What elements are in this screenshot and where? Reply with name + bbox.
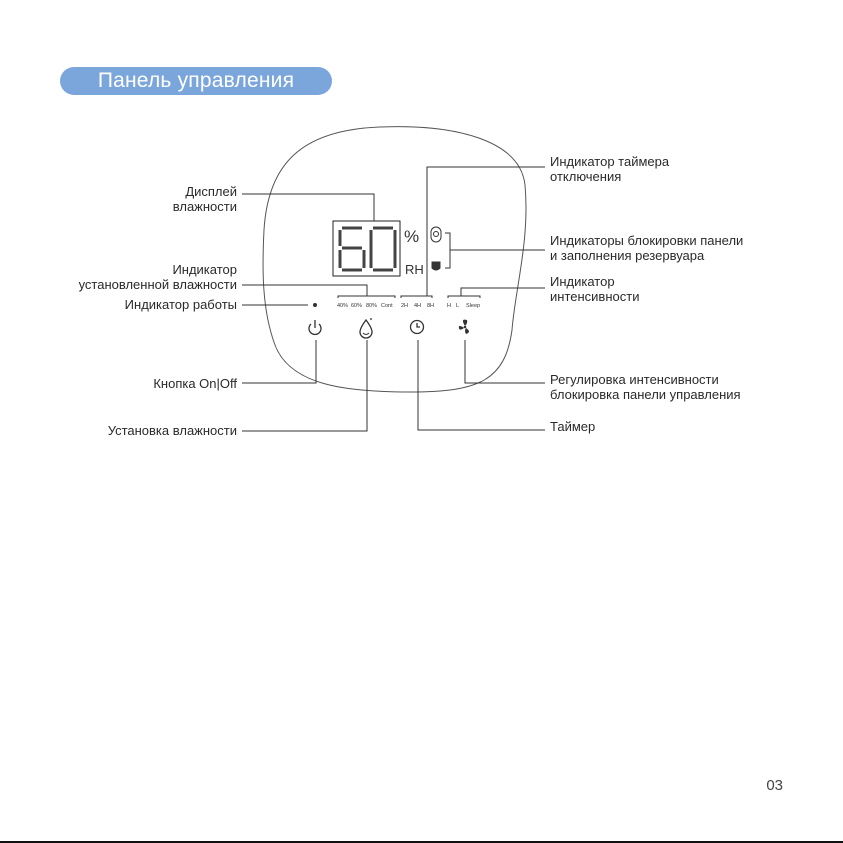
work-indicator-label: Индикатор работы [124, 297, 237, 312]
work-indicator-dot [313, 303, 317, 307]
timer-level: 2H [401, 303, 409, 309]
intensity-indicator-label: Индикатор интенсивности [550, 274, 640, 304]
clock-icon [411, 321, 424, 334]
speed-level: L [456, 303, 460, 309]
timer-label: Таймер [550, 419, 596, 434]
timer-level: 8H [427, 303, 435, 309]
fan-icon [459, 320, 469, 334]
speed-level: Sleep [466, 303, 481, 309]
section-title: Панель управления [60, 67, 332, 95]
set-humidity-indicator-label: Индикатор установленной влажности [78, 262, 237, 292]
lock-water-indicators [431, 227, 545, 270]
lock-water-indicator-label: Индикаторы блокировки панели и заполнения резервуара [550, 233, 744, 263]
power-icon [309, 320, 321, 334]
display-label: Дисплей влажности [172, 184, 237, 214]
intensity-regulation-label: Регулировка интенсивности блокировка панели управления [550, 372, 741, 402]
humidity-display [333, 221, 400, 276]
humidity-level: 60% [351, 303, 363, 309]
percent-sign: % [404, 227, 420, 246]
page-number: 03 [766, 777, 783, 794]
humidity-set-label: Установка влажности [107, 423, 237, 438]
humidity-drop-icon [360, 318, 372, 338]
humidity-level: 80% [366, 303, 378, 309]
humidity-level: 40% [337, 303, 349, 309]
timer-indicator-label: Индикатор таймера отключения [550, 154, 670, 184]
speed-level: H [447, 303, 451, 309]
rh-label: RH [405, 262, 424, 277]
humidity-level: Cont [381, 303, 393, 309]
onoff-button-label: Кнопка On|Off [153, 376, 237, 391]
timer-level: 4H [414, 303, 422, 309]
